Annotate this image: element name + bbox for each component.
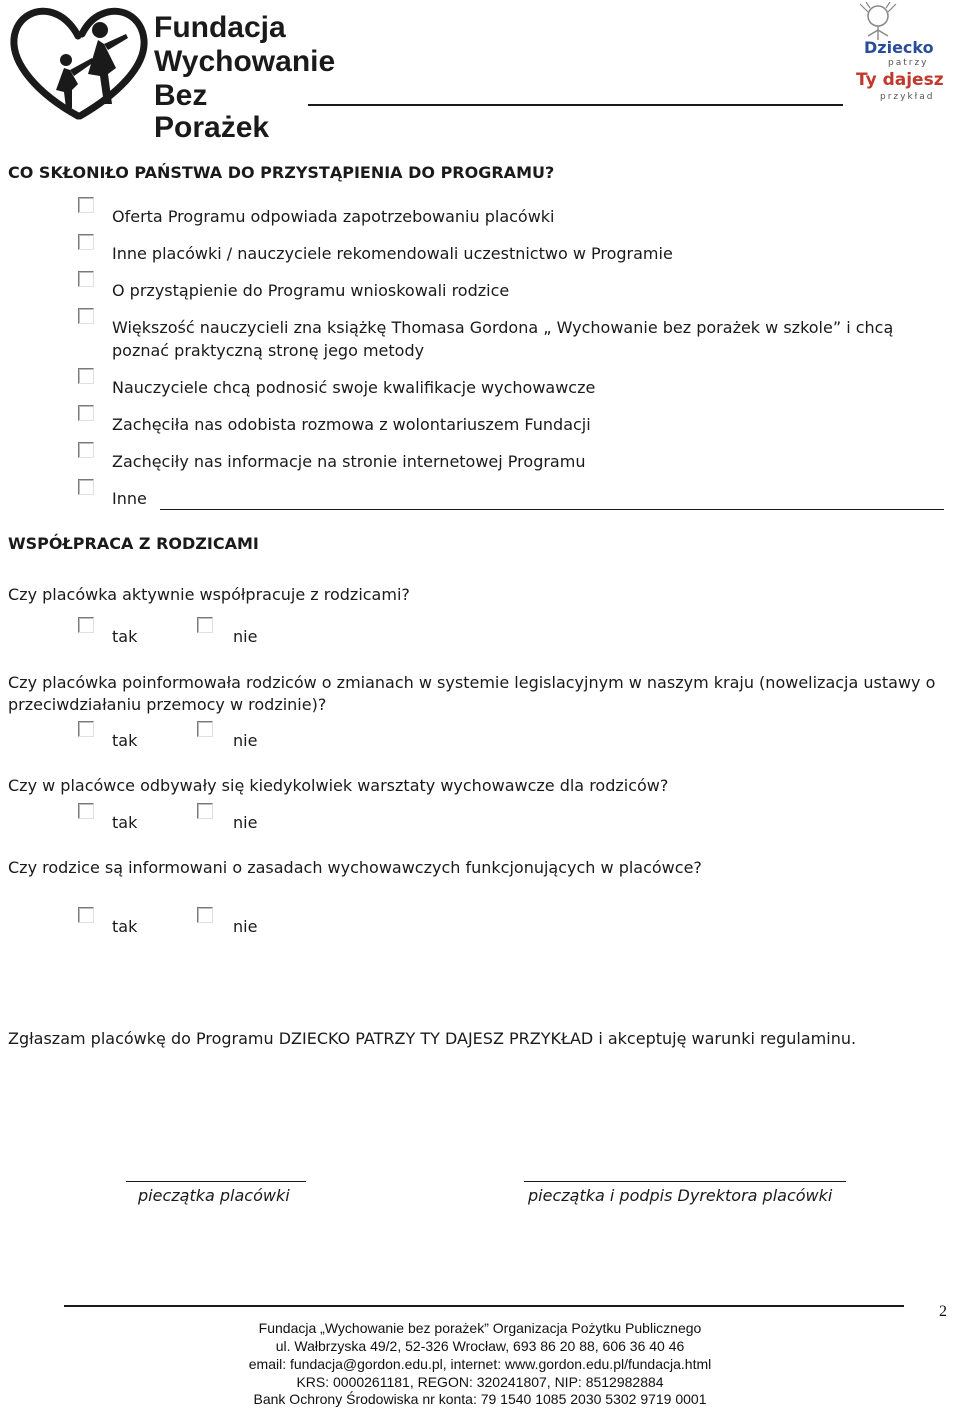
q2-no-checkbox[interactable] bbox=[197, 721, 213, 737]
q1-yes-label: tak bbox=[112, 627, 138, 646]
checkbox-option-3[interactable] bbox=[78, 271, 94, 287]
logo-text-line1: Fundacja bbox=[154, 11, 286, 44]
footer-line-1: Fundacja „Wychowanie bez porażek” Organizacja Pożytku Publicznego bbox=[258, 1320, 702, 1336]
checkbox-option-4[interactable] bbox=[78, 308, 94, 324]
q4-yes-checkbox[interactable] bbox=[78, 907, 94, 923]
badge-line1: Dziecko bbox=[864, 38, 934, 57]
q3-no-checkbox[interactable] bbox=[197, 803, 213, 819]
q4-no-label: nie bbox=[233, 917, 258, 936]
option-label-3: O przystąpienie do Programu wnioskowali rodzice bbox=[112, 281, 510, 300]
q1-no-checkbox[interactable] bbox=[197, 617, 213, 633]
q3-yes-label: tak bbox=[112, 813, 138, 832]
checkbox-option-1[interactable] bbox=[78, 197, 94, 213]
checkbox-option-2[interactable] bbox=[78, 234, 94, 250]
foundation-logo bbox=[8, 4, 336, 144]
footer-line-5: Bank Ochrony Środowiska nr konta: 79 1540 1085 2030 5302 9719 0001 bbox=[253, 1391, 707, 1407]
q4-no-checkbox[interactable] bbox=[197, 907, 213, 923]
stamp-label: pieczątka placówki bbox=[138, 1186, 290, 1205]
option-label-4-line2: poznać praktyczną stronę jego metody bbox=[112, 341, 425, 360]
q2-yes-checkbox[interactable] bbox=[78, 721, 94, 737]
stamp-signature-line[interactable] bbox=[126, 1181, 306, 1182]
checkbox-option-7[interactable] bbox=[78, 442, 94, 458]
question-1: Czy placówka aktywnie współpracuje z rodzicami? bbox=[8, 585, 410, 604]
badge-line3: Ty dajesz bbox=[856, 70, 944, 90]
option-label-other: Inne bbox=[112, 489, 147, 508]
other-fill-line[interactable] bbox=[160, 509, 944, 510]
section-title-parents: WSPÓŁPRACA Z RODZICAMI bbox=[8, 534, 259, 553]
footer-line-2: ul. Wałbrzyska 49/2, 52-326 Wrocław, 693 86 20 88, 606 36 40 46 bbox=[275, 1338, 685, 1354]
option-label-7: Zachęciły nas informacje na stronie internetowej Programu bbox=[112, 452, 586, 471]
logo-text-line2: Wychowanie bbox=[154, 45, 336, 78]
q4-yes-label: tak bbox=[112, 917, 138, 936]
option-label-5: Nauczyciele chcą podnosić swoje kwalifikacje wychowawcze bbox=[112, 378, 596, 397]
checkbox-option-other[interactable] bbox=[78, 479, 94, 495]
page-number: 2 bbox=[939, 1303, 947, 1320]
logo-text-line3: Bez Porażek bbox=[154, 79, 270, 144]
question-4: Czy rodzice są informowani o zasadach wychowawczych funkcjonujących w placówce? bbox=[8, 858, 702, 877]
q3-no-label: nie bbox=[233, 813, 258, 832]
option-label-1: Oferta Programu odpowiada zapotrzebowaniu placówki bbox=[112, 207, 555, 226]
footer-line-3: email: fundacja@gordon.edu.pl, internet: www.gordon.edu.pl/fundacja.html bbox=[248, 1356, 712, 1372]
q2-no-label: nie bbox=[233, 731, 258, 750]
logo-underline bbox=[308, 104, 843, 106]
option-label-4: Większość nauczycieli zna książkę Thomasa Gordona „ Wychowanie bez porażek w szkole” i chcą bbox=[112, 318, 894, 337]
question-3: Czy w placówce odbywały się kiedykolwiek warsztaty wychowawcze dla rodziców? bbox=[8, 776, 669, 795]
q2-yes-label: tak bbox=[112, 731, 138, 750]
director-signature-label: pieczątka i podpis Dyrektora placówki bbox=[528, 1186, 833, 1205]
checkbox-option-5[interactable] bbox=[78, 368, 94, 384]
footer-line-4: KRS: 0000261181, REGON: 320241807, NIP: 8512982884 bbox=[296, 1374, 664, 1390]
checkbox-option-6[interactable] bbox=[78, 405, 94, 421]
badge-line2: patrzy bbox=[888, 58, 929, 68]
option-label-6: Zachęciła nas odobista rozmowa z wolontariuszem Fundacji bbox=[112, 415, 591, 434]
q3-yes-checkbox[interactable] bbox=[78, 803, 94, 819]
badge-line4: przykład bbox=[880, 92, 935, 102]
q1-yes-checkbox[interactable] bbox=[78, 617, 94, 633]
q1-no-label: nie bbox=[233, 627, 258, 646]
heart-family-icon bbox=[8, 4, 158, 122]
question-2: Czy placówka poinformowała rodziców o zmianach w systemie legislacyjnym w naszym kraju (nowelizacja ustawy o bbox=[8, 673, 936, 692]
director-signature-line[interactable] bbox=[524, 1181, 846, 1182]
question-2-line2: przeciwdziałaniu przemocy w rodzinie)? bbox=[8, 695, 327, 714]
option-label-2: Inne placówki / nauczyciele rekomendowali uczestnictwo w Programie bbox=[112, 244, 673, 263]
section-title-motivation: CO SKŁONIŁO PAŃSTWA DO PRZYSTĄPIENIA DO PROGRAMU? bbox=[8, 163, 555, 182]
declaration-text: Zgłaszam placówkę do Programu DZIECKO PATRZY TY DAJESZ PRZYKŁAD i akceptuję warunki regulaminu. bbox=[8, 1029, 857, 1048]
footer-rule bbox=[64, 1305, 904, 1307]
program-badge bbox=[846, 2, 956, 106]
